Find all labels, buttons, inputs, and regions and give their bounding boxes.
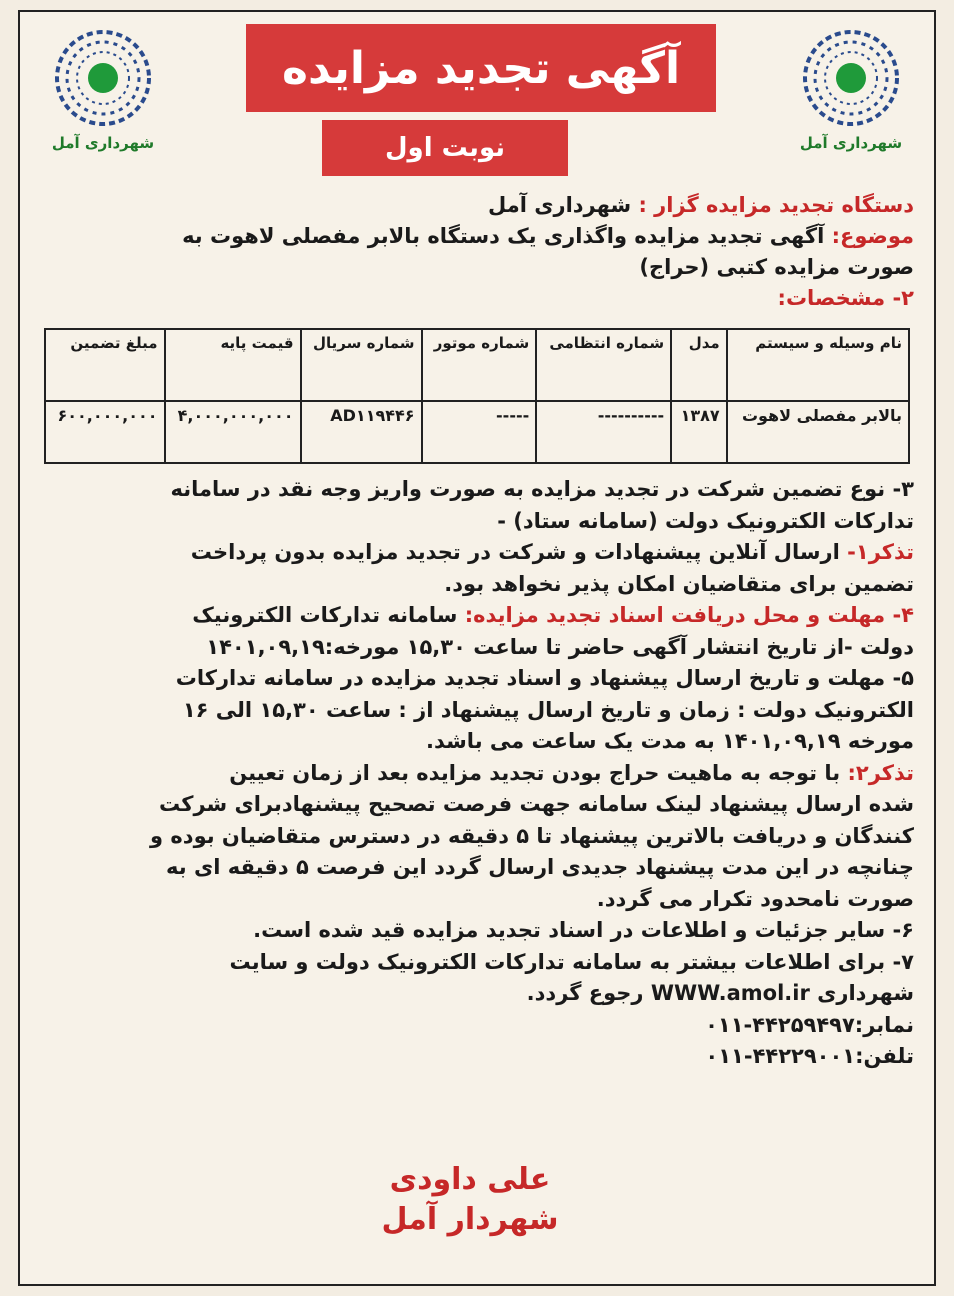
municipality-logo-right <box>786 28 916 173</box>
clause-6: ۶- سایر جزئیات و اطلاعات در اسناد تجدید مزایده قید شده است. <box>253 918 914 942</box>
table-cell: ۱۳۸۷ <box>671 401 727 463</box>
note-2-line-3: کنندگان و دریافت بالاترین پیشنهاد تا ۵ دقیقه در دسترس متقاضیان بوده و <box>150 823 914 848</box>
clause-4-line-1 <box>40 600 914 632</box>
column-header: شماره موتور <box>422 329 537 401</box>
organizer-line <box>40 190 914 221</box>
fax-line <box>40 1010 914 1042</box>
clause-5-line-2: الکترونیک دولت : زمان و تاریخ ارسال پیشنهاد از : ساعت ۱۵,۳۰ الی ۱۶ <box>182 697 914 722</box>
clause-4-line-2: دولت -از تاریخ انتشار آگهی حاضر تا ساعت ۱۵,۳۰ مورخه:۱۴۰۱,۰۹,۱۹ <box>206 634 914 659</box>
column-header: نام وسیله و سیستم <box>727 329 909 401</box>
clause-4-text: سامانه تدارکات الکترونیک <box>192 603 458 627</box>
ad-body <box>40 474 914 1073</box>
website-link[interactable]: WWW.amol.ir <box>650 981 810 1005</box>
ad-round: نوبت اول <box>322 120 568 176</box>
column-header: مبلغ تضمین <box>45 329 165 401</box>
note-2-line-2: شده ارسال پیشنهاد لینک سامانه جهت فرصت تصحیح پیشنهادبرای شرکت <box>159 792 914 816</box>
note-2-line-5: صورت نامحدود تکرار می گردد. <box>596 886 914 911</box>
clause-3-line-2: تدارکات الکترونیک دولت (سامانه ستاد) - <box>497 508 914 533</box>
table-cell: ---------- <box>536 401 671 463</box>
amol-emblem-icon <box>801 28 901 128</box>
column-header: قیمت پایه <box>165 329 301 401</box>
table-cell: AD۱۱۹۴۴۶ <box>301 401 422 463</box>
subject-label: موضوع: <box>831 224 914 248</box>
fax-label: نمابر: <box>854 1012 914 1037</box>
ad-title: آگهی تجدید مزایده <box>246 24 716 112</box>
column-header: شماره سریال <box>301 329 422 401</box>
clause-7-line-1: ۷- برای اطلاعات بیشتر به سامانه تدارکات الکترونیک دولت و سایت <box>229 949 914 974</box>
phone-line <box>40 1041 914 1073</box>
specs-heading: ۲- مشخصات: <box>777 286 914 310</box>
table-row <box>45 401 909 463</box>
phone-value: ۰۱۱-۴۴۲۲۹۰۰۱ <box>705 1044 856 1068</box>
clause-3-line-1: ۳- نوع تضمین شرکت در تجدید مزایده به صورت واریز وجه نقد در سامانه <box>170 477 914 501</box>
note-1-line-1 <box>40 537 914 569</box>
logo-caption: شهرداری آمل <box>51 134 155 152</box>
column-header: شماره انتظامی <box>536 329 671 401</box>
organizer-label: دستگاه تجدید مزایده گزار : <box>638 193 914 217</box>
clause-7-line-2 <box>40 978 914 1010</box>
clause-7-text-a: شهرداری <box>817 981 914 1005</box>
note-2-line-4: چنانچه در این مدت پیشنهاد جدیدی ارسال گردد این فرصت ۵ دقیقه ای به <box>166 855 914 879</box>
signature-block <box>360 1160 580 1240</box>
note-1-line-2: تضمین برای متقاضیان امکان پذیر نخواهد بود. <box>444 571 914 596</box>
note-2-label: تذکر۲: <box>847 760 914 785</box>
note-2-line-1 <box>40 758 914 790</box>
note-2-text: با توجه به ماهیت حراج بودن تجدید مزایده بعد از زمان تعیین <box>229 760 841 785</box>
table-cell: ۴,۰۰۰,۰۰۰,۰۰۰ <box>165 401 301 463</box>
organizer-value: شهرداری آمل <box>487 193 632 217</box>
signatory-title: شهردار آمل <box>381 1202 559 1237</box>
table-header-row <box>45 329 909 401</box>
subject-text: آگهی تجدید مزایده واگذاری یک دستگاه بالابر مفصلی لاهوت به <box>182 224 825 248</box>
specs-table <box>44 328 910 464</box>
clause-4-label: ۴- مهلت و محل دریافت اسناد تجدید مزایده: <box>464 603 914 627</box>
logo-caption: شهرداری آمل <box>799 134 903 152</box>
table-cell: ----- <box>422 401 537 463</box>
municipality-logo-left <box>38 28 168 173</box>
signatory-name: علی داودی <box>389 1162 551 1197</box>
note-1-text: ارسال آنلاین پیشنهادات و شرکت در تجدید مزایده بدون پرداخت <box>190 540 840 564</box>
clause-7-text-b: رجوع گردد. <box>526 981 644 1005</box>
column-header: مدل <box>671 329 727 401</box>
note-1-label: تذکر۱- <box>847 540 914 564</box>
clause-5-line-3: مورخه ۱۴۰۱,۰۹,۱۹ به مدت یک ساعت می باشد. <box>426 729 914 753</box>
ad-content <box>40 190 914 1073</box>
fax-value: ۰۱۱-۴۴۲۵۹۴۹۷ <box>705 1012 855 1037</box>
table-cell: ۶۰۰,۰۰۰,۰۰۰ <box>45 401 165 463</box>
amol-emblem-icon <box>53 28 153 128</box>
table-cell: بالابر مفصلی لاهوت <box>727 401 909 463</box>
subject-line-2: صورت مزایده کتبی (حراج) <box>639 255 914 279</box>
subject-line <box>40 221 914 252</box>
clause-5-line-1: ۵- مهلت و تاریخ ارسال پیشنهاد و اسناد تجدید مزایده در سامانه تدارکات <box>175 666 914 690</box>
phone-label: تلفن: <box>855 1044 914 1068</box>
